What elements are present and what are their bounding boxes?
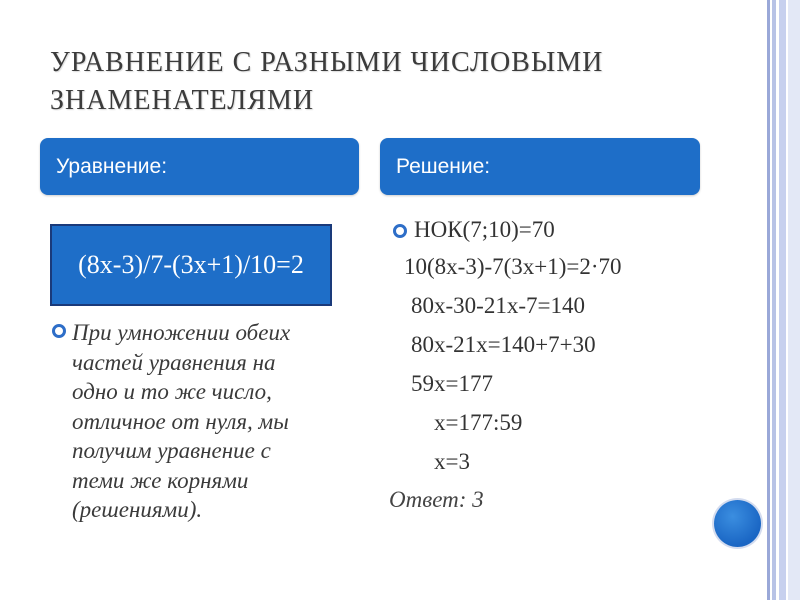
equation-header: Уравнение: <box>40 138 359 195</box>
solution-line: x=177:59 <box>434 410 523 435</box>
bullet-circle-icon <box>393 224 407 238</box>
note-line: теми же корнями <box>72 467 249 493</box>
note-text <box>72 318 372 525</box>
solution-line: x=3 <box>434 449 470 474</box>
bullet-circle-icon <box>52 324 66 338</box>
answer-text: Ответ: 3 <box>389 487 484 512</box>
decor-stripe <box>779 0 786 600</box>
decor-stripe <box>788 0 800 600</box>
note-line: отличное от нуля, мы <box>72 408 289 434</box>
solution-line: 80x-30-21x-7=140 <box>411 293 585 318</box>
solution-line: НОК(7;10)=70 <box>414 217 555 242</box>
decor-stripe <box>772 0 776 600</box>
note-line: одно и то же число, <box>72 379 272 404</box>
note-line: получим уравнение с <box>72 438 271 463</box>
solution-line: 59x=177 <box>411 371 493 396</box>
note-line: При умножении обеих <box>72 320 291 345</box>
equation-box: (8x-3)/7-(3x+1)/10=2 <box>50 224 332 306</box>
solution-line: 80x-21x=140+7+30 <box>411 332 596 357</box>
decor-stripe <box>767 0 770 600</box>
note-line: (решениями). <box>72 497 203 522</box>
title-line-2: ЗНАМЕНАТЕЛЯМИ <box>50 85 315 116</box>
solution-line: 10(8x-3)-7(3x+1)=2·70 <box>404 254 622 279</box>
title-line-1: УРАВНЕНИЕ С РАЗНЫМИ ЧИСЛОВЫМИ <box>50 47 604 78</box>
solution-header: Решение: <box>380 138 700 195</box>
nav-circle-icon[interactable] <box>714 500 761 547</box>
note-line: частей уравнения на <box>72 349 276 375</box>
slide-title <box>50 44 690 120</box>
